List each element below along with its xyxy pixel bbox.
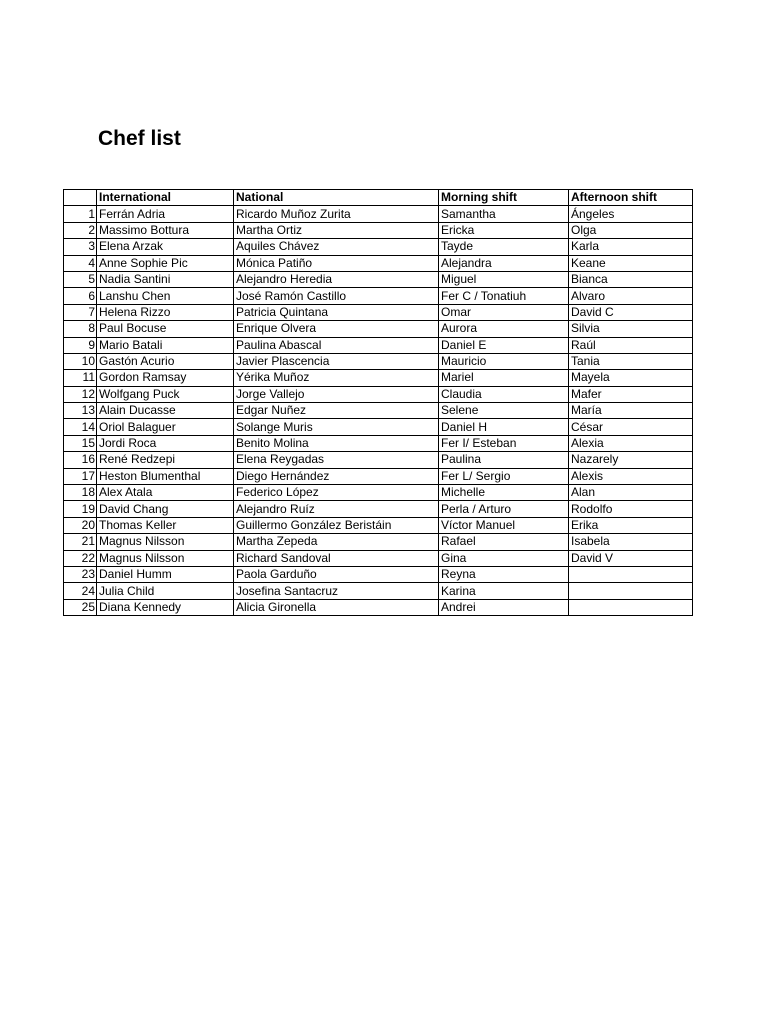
table-row	[64, 599, 693, 615]
cell-number: 21	[64, 534, 97, 550]
cell-international: Paul Bocuse	[97, 321, 234, 337]
cell-national: Patricia Quintana	[234, 304, 439, 320]
cell-national: Federico López	[234, 485, 439, 501]
cell-national: Josefina Santacruz	[234, 583, 439, 599]
table-row	[64, 239, 693, 255]
table-row	[64, 452, 693, 468]
table-row	[64, 534, 693, 550]
cell-number: 2	[64, 222, 97, 238]
cell-morning-shift: Daniel H	[439, 419, 569, 435]
table-row	[64, 517, 693, 533]
cell-morning-shift: Alejandra	[439, 255, 569, 271]
header-number	[64, 190, 97, 206]
cell-number: 11	[64, 370, 97, 386]
page-title: Chef list	[98, 127, 181, 150]
cell-morning-shift: Gina	[439, 550, 569, 566]
table-row	[64, 419, 693, 435]
table-row	[64, 386, 693, 402]
cell-morning-shift: Selene	[439, 403, 569, 419]
cell-national: Diego Hernández	[234, 468, 439, 484]
table-row	[64, 288, 693, 304]
cell-international: Magnus Nilsson	[97, 550, 234, 566]
cell-number: 9	[64, 337, 97, 353]
cell-number: 24	[64, 583, 97, 599]
cell-national: Enrique Olvera	[234, 321, 439, 337]
cell-afternoon-shift: Silvia	[569, 321, 693, 337]
cell-afternoon-shift: Alexia	[569, 435, 693, 451]
cell-national: Aquiles Chávez	[234, 239, 439, 255]
cell-afternoon-shift	[569, 566, 693, 582]
cell-number: 23	[64, 566, 97, 582]
cell-national: Richard Sandoval	[234, 550, 439, 566]
cell-morning-shift: Mauricio	[439, 353, 569, 369]
cell-international: Helena Rizzo	[97, 304, 234, 320]
cell-international: Magnus Nilsson	[97, 534, 234, 550]
cell-national: Martha Zepeda	[234, 534, 439, 550]
cell-number: 5	[64, 271, 97, 287]
cell-number: 3	[64, 239, 97, 255]
table-header-row	[64, 190, 693, 206]
table-row	[64, 206, 693, 222]
cell-national: Guillermo González Beristáin	[234, 517, 439, 533]
cell-afternoon-shift: Olga	[569, 222, 693, 238]
cell-international: Elena Arzak	[97, 239, 234, 255]
header-international: International	[97, 190, 234, 206]
cell-afternoon-shift: Nazarely	[569, 452, 693, 468]
cell-morning-shift: Michelle	[439, 485, 569, 501]
cell-international: Heston Blumenthal	[97, 468, 234, 484]
table-row	[64, 403, 693, 419]
cell-afternoon-shift: María	[569, 403, 693, 419]
cell-afternoon-shift: Karla	[569, 239, 693, 255]
table-row	[64, 255, 693, 271]
cell-national: Alejandro Heredia	[234, 271, 439, 287]
cell-international: Alain Ducasse	[97, 403, 234, 419]
table-row	[64, 271, 693, 287]
cell-morning-shift: Ericka	[439, 222, 569, 238]
cell-morning-shift: Mariel	[439, 370, 569, 386]
table-row	[64, 321, 693, 337]
cell-international: Nadia Santini	[97, 271, 234, 287]
cell-afternoon-shift: Alexis	[569, 468, 693, 484]
cell-international: Mario Batali	[97, 337, 234, 353]
cell-national: José Ramón Castillo	[234, 288, 439, 304]
table-row	[64, 370, 693, 386]
cell-number: 7	[64, 304, 97, 320]
cell-number: 1	[64, 206, 97, 222]
cell-number: 12	[64, 386, 97, 402]
cell-afternoon-shift: Mafer	[569, 386, 693, 402]
cell-morning-shift: Aurora	[439, 321, 569, 337]
cell-national: Javier Plascencia	[234, 353, 439, 369]
cell-morning-shift: Samantha	[439, 206, 569, 222]
table-row	[64, 501, 693, 517]
cell-national: Alicia Gironella	[234, 599, 439, 615]
cell-morning-shift: Tayde	[439, 239, 569, 255]
cell-international: René Redzepi	[97, 452, 234, 468]
table-row	[64, 222, 693, 238]
cell-afternoon-shift: César	[569, 419, 693, 435]
cell-number: 15	[64, 435, 97, 451]
cell-international: Jordi Roca	[97, 435, 234, 451]
cell-morning-shift: Reyna	[439, 566, 569, 582]
chef-table	[63, 189, 693, 616]
cell-afternoon-shift	[569, 583, 693, 599]
cell-national: Edgar Nuñez	[234, 403, 439, 419]
table-row	[64, 485, 693, 501]
cell-number: 17	[64, 468, 97, 484]
cell-international: Oriol Balaguer	[97, 419, 234, 435]
cell-international: Gastón Acurio	[97, 353, 234, 369]
cell-afternoon-shift: Tania	[569, 353, 693, 369]
cell-national: Elena Reygadas	[234, 452, 439, 468]
cell-number: 18	[64, 485, 97, 501]
cell-national: Jorge Vallejo	[234, 386, 439, 402]
header-morning-shift: Morning shift	[439, 190, 569, 206]
cell-morning-shift: Paulina	[439, 452, 569, 468]
cell-international: Lanshu Chen	[97, 288, 234, 304]
table-row	[64, 353, 693, 369]
cell-morning-shift: Fer C / Tonatiuh	[439, 288, 569, 304]
cell-number: 6	[64, 288, 97, 304]
cell-international: Diana Kennedy	[97, 599, 234, 615]
table-row	[64, 337, 693, 353]
cell-international: Thomas Keller	[97, 517, 234, 533]
cell-number: 16	[64, 452, 97, 468]
cell-number: 25	[64, 599, 97, 615]
cell-morning-shift: Fer I/ Esteban	[439, 435, 569, 451]
header-national: National	[234, 190, 439, 206]
table-row	[64, 566, 693, 582]
cell-afternoon-shift: Raúl	[569, 337, 693, 353]
cell-morning-shift: Víctor Manuel	[439, 517, 569, 533]
cell-number: 10	[64, 353, 97, 369]
cell-morning-shift: Claudia	[439, 386, 569, 402]
cell-afternoon-shift: Ángeles	[569, 206, 693, 222]
cell-number: 22	[64, 550, 97, 566]
cell-afternoon-shift: Rodolfo	[569, 501, 693, 517]
table-row	[64, 583, 693, 599]
cell-national: Paulina Abascal	[234, 337, 439, 353]
cell-international: Alex Atala	[97, 485, 234, 501]
cell-number: 8	[64, 321, 97, 337]
cell-number: 4	[64, 255, 97, 271]
cell-international: Julia Child	[97, 583, 234, 599]
cell-afternoon-shift: Alan	[569, 485, 693, 501]
cell-international: Gordon Ramsay	[97, 370, 234, 386]
cell-morning-shift: Rafael	[439, 534, 569, 550]
cell-international: Massimo Bottura	[97, 222, 234, 238]
cell-morning-shift: Fer L/ Sergio	[439, 468, 569, 484]
table-row	[64, 304, 693, 320]
cell-national: Paola Garduño	[234, 566, 439, 582]
cell-international: Wolfgang Puck	[97, 386, 234, 402]
cell-afternoon-shift: Bianca	[569, 271, 693, 287]
cell-number: 13	[64, 403, 97, 419]
cell-national: Martha Ortiz	[234, 222, 439, 238]
cell-morning-shift: Miguel	[439, 271, 569, 287]
cell-international: Daniel Humm	[97, 566, 234, 582]
cell-afternoon-shift: David V	[569, 550, 693, 566]
cell-morning-shift: Karina	[439, 583, 569, 599]
cell-national: Ricardo Muñoz Zurita	[234, 206, 439, 222]
cell-morning-shift: Daniel E	[439, 337, 569, 353]
cell-afternoon-shift	[569, 599, 693, 615]
cell-number: 19	[64, 501, 97, 517]
cell-morning-shift: Omar	[439, 304, 569, 320]
table-row	[64, 435, 693, 451]
cell-morning-shift: Andrei	[439, 599, 569, 615]
cell-number: 20	[64, 517, 97, 533]
cell-national: Yérika Muñoz	[234, 370, 439, 386]
cell-afternoon-shift: Mayela	[569, 370, 693, 386]
cell-morning-shift: Perla / Arturo	[439, 501, 569, 517]
cell-national: Mónica Patiño	[234, 255, 439, 271]
cell-international: Ferrán Adria	[97, 206, 234, 222]
cell-international: Anne Sophie Pic	[97, 255, 234, 271]
cell-national: Solange Muris	[234, 419, 439, 435]
table-body	[64, 206, 693, 616]
cell-international: David Chang	[97, 501, 234, 517]
cell-afternoon-shift: Keane	[569, 255, 693, 271]
cell-afternoon-shift: Alvaro	[569, 288, 693, 304]
cell-afternoon-shift: Erika	[569, 517, 693, 533]
cell-afternoon-shift: David C	[569, 304, 693, 320]
cell-national: Alejandro Ruíz	[234, 501, 439, 517]
table-row	[64, 550, 693, 566]
cell-number: 14	[64, 419, 97, 435]
header-afternoon-shift: Afternoon shift	[569, 190, 693, 206]
table-row	[64, 468, 693, 484]
cell-afternoon-shift: Isabela	[569, 534, 693, 550]
cell-national: Benito Molina	[234, 435, 439, 451]
